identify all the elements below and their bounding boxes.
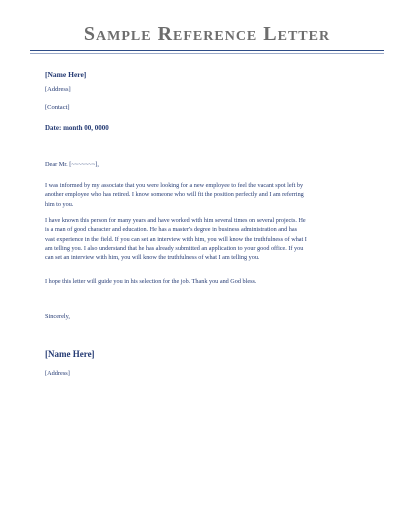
letter-date: Date: month 00, 0000 [45,124,109,132]
title-divider-secondary [30,53,384,54]
document-title: Sample Reference Letter [83,23,331,45]
salutation: Dear Mr. [~~~~~~~], [45,161,99,168]
sender-address: [Address] [45,86,71,93]
paragraph-line: I hope this letter will guide you in his selection for the job. Thank you and God bless. [45,278,257,285]
paragraph-line: him to you. [45,200,74,208]
closing: Sincerely, [45,313,70,320]
paragraph-line: am telling you. I also understand that he has already submitted an application to your good office. If you [45,244,304,252]
body-paragraph-1 [45,181,375,209]
sender-name: [Name Here] [45,70,87,79]
signature-name: [Name Here] [45,349,95,359]
signature-address: [Address] [45,370,70,377]
sender-contact: [Contact] [45,104,70,111]
paragraph-line: can set an interview with him, you will know the truthfulness of what I am telling you. [45,254,260,262]
paragraph-line: another employee who has retired. I know someone who will fit the position perfectly and I am referring [45,191,304,199]
paragraph-line: is a man of good character and education. He has a master's degree in business administration and has [45,226,297,234]
title-divider [30,50,384,51]
body-paragraph-3 [45,277,375,286]
paragraph-line: I have known this person for many years and have worked with him several times on several projects. He [45,217,306,224]
body-paragraph-2 [45,216,375,262]
paragraph-line: vast experience in the field. If you can set an interview with him, you will know the truthfulness of what I [45,235,307,243]
paragraph-line: I was informed by my associate that you were looking for a new employee to feel the vacant spot left by [45,182,304,189]
